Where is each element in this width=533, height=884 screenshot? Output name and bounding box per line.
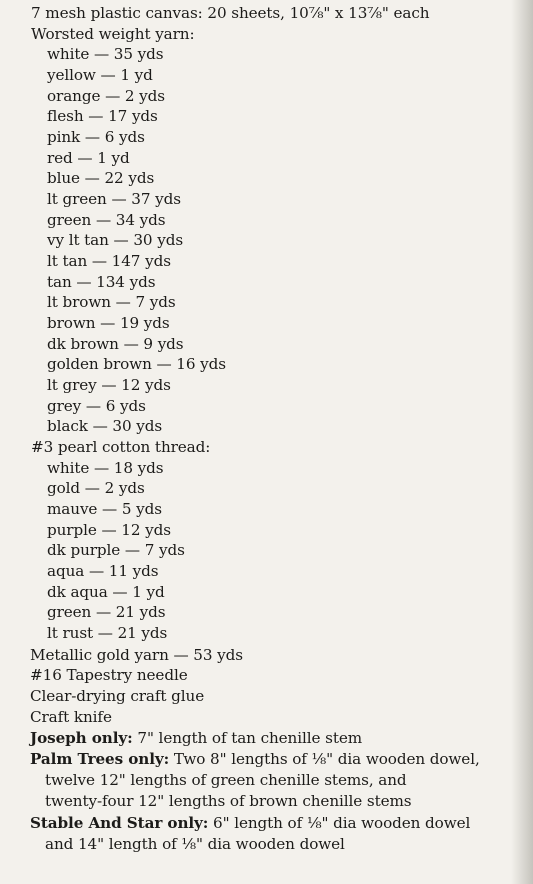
worsted-yarn-heading: Worsted weight yarn: xyxy=(31,25,195,43)
stable-star-line-2: and 14" length of ⅛" dia wooden dowel xyxy=(45,835,345,853)
worsted-item: lt grey — 12 yds xyxy=(47,376,171,394)
palm-trees-line-2: twelve 12" lengths of green chenille stems, and xyxy=(45,771,407,789)
stable-star-line xyxy=(30,813,470,834)
palm-trees-label: Palm Trees only: xyxy=(30,750,170,768)
worsted-item: lt brown — 7 yds xyxy=(47,293,176,311)
craft-glue-line: Clear-drying craft glue xyxy=(30,687,205,705)
pearl-item: white — 18 yds xyxy=(47,459,164,477)
worsted-item: flesh — 17 yds xyxy=(47,107,158,125)
worsted-item: grey — 6 yds xyxy=(47,397,146,415)
pearl-item: gold — 2 yds xyxy=(47,479,145,497)
metallic-yarn-line: Metallic gold yarn — 53 yds xyxy=(30,646,243,664)
palm-trees-line xyxy=(30,749,480,770)
worsted-item: yellow — 1 yd xyxy=(47,66,153,84)
pearl-cotton-heading: #3 pearl cotton thread: xyxy=(31,438,211,456)
worsted-item: lt green — 37 yds xyxy=(47,190,181,208)
pearl-item: dk aqua — 1 yd xyxy=(47,583,165,601)
palm-trees-text: Two 8" lengths of ⅛" dia wooden dowel, xyxy=(169,750,480,768)
joseph-text: 7" length of tan chenille stem xyxy=(132,729,363,747)
worsted-item: black — 30 yds xyxy=(47,417,163,435)
joseph-label: Joseph only: xyxy=(30,729,133,747)
worsted-item: pink — 6 yds xyxy=(47,128,145,146)
worsted-item: vy lt tan — 30 yds xyxy=(47,231,184,249)
joseph-line xyxy=(30,728,362,749)
canvas-line: 7 mesh plastic canvas: 20 sheets, 10⅞" x 13⅞" each xyxy=(31,4,430,22)
worsted-item: dk brown — 9 yds xyxy=(47,335,184,353)
worsted-item: tan — 134 yds xyxy=(47,273,156,291)
worsted-item: blue — 22 yds xyxy=(47,169,155,187)
worsted-item: white — 35 yds xyxy=(47,45,164,63)
tapestry-needle-line: #16 Tapestry needle xyxy=(30,666,188,684)
pearl-item: dk purple — 7 yds xyxy=(47,541,185,559)
pearl-item: mauve — 5 yds xyxy=(47,500,162,518)
page-edge-shadow xyxy=(511,0,533,884)
worsted-item: green — 34 yds xyxy=(47,211,166,229)
pearl-item: lt rust — 21 yds xyxy=(47,624,168,642)
worsted-item: orange — 2 yds xyxy=(47,87,165,105)
stable-star-label: Stable And Star only: xyxy=(30,814,209,832)
craft-knife-line: Craft knife xyxy=(30,708,112,726)
pearl-item: green — 21 yds xyxy=(47,603,166,621)
stable-star-text: 6" length of ⅛" dia wooden dowel xyxy=(208,814,471,832)
worsted-item: lt tan — 147 yds xyxy=(47,252,171,270)
worsted-item: red — 1 yd xyxy=(47,149,130,167)
worsted-item: golden brown — 16 yds xyxy=(47,355,226,373)
worsted-item: brown — 19 yds xyxy=(47,314,170,332)
pearl-item: aqua — 11 yds xyxy=(47,562,159,580)
pearl-item: purple — 12 yds xyxy=(47,521,171,539)
palm-trees-line-3: twenty-four 12" lengths of brown chenille stems xyxy=(45,792,412,810)
